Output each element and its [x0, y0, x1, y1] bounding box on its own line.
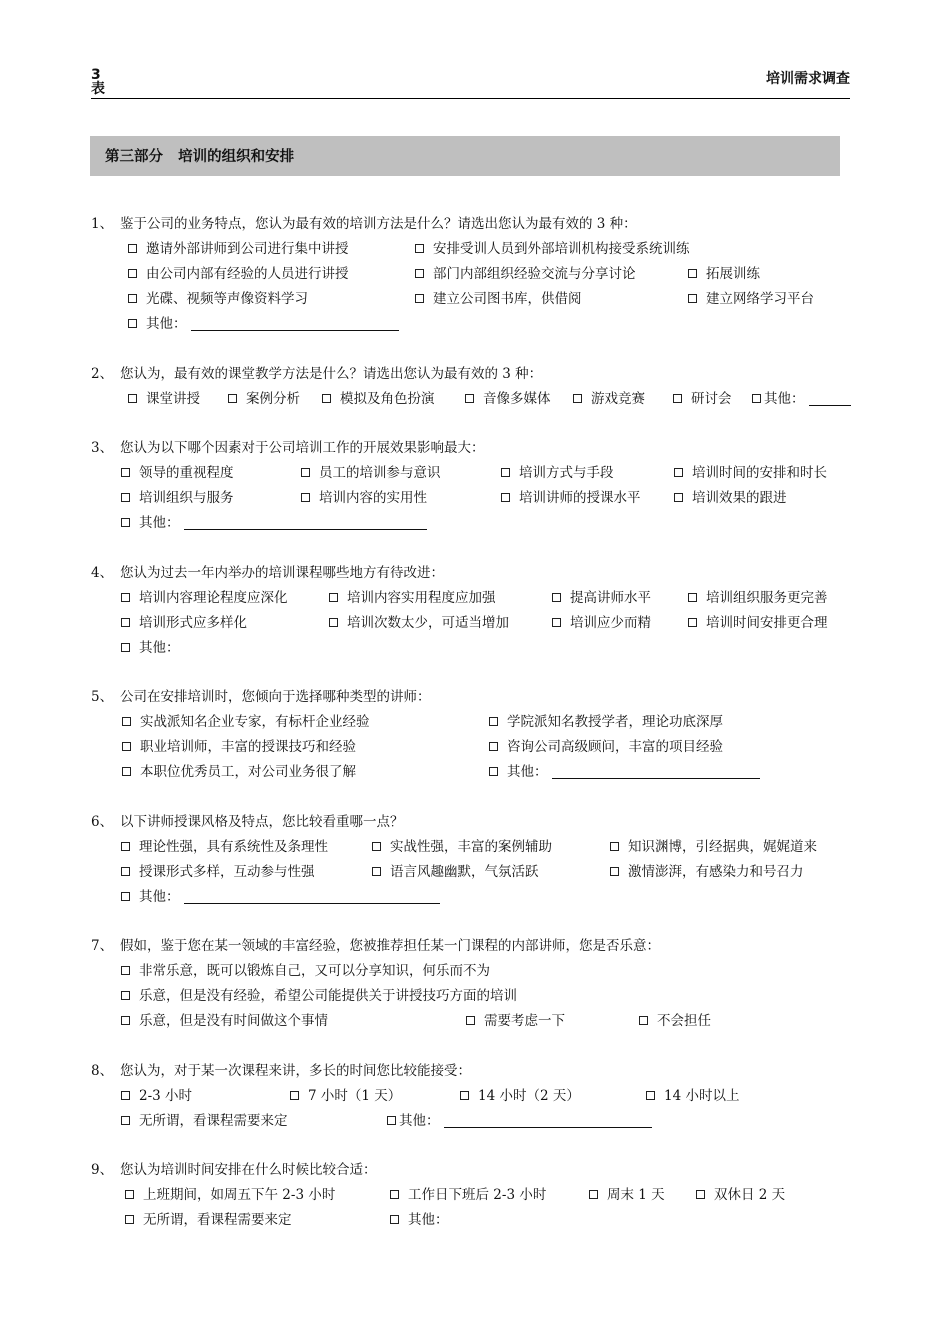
option[interactable]: 语言风趣幽默，气氛活跃: [372, 864, 539, 880]
checkbox[interactable]: [696, 1190, 705, 1199]
checkbox[interactable]: [121, 518, 130, 527]
option[interactable]: 音像多媒体: [465, 391, 551, 407]
checkbox[interactable]: [552, 618, 561, 627]
question-number: 9、: [91, 1162, 114, 1178]
checkbox[interactable]: [372, 842, 381, 851]
option[interactable]: 2-3 小时: [121, 1088, 192, 1104]
option[interactable]: 实战派知名企业专家，有标杆企业经验: [122, 714, 370, 730]
option[interactable]: 无所谓，看课程需要来定: [125, 1212, 292, 1228]
checkbox[interactable]: [752, 394, 761, 403]
option[interactable]: 课堂讲授: [128, 391, 200, 407]
question-number: 5、: [91, 689, 114, 705]
checkbox[interactable]: [589, 1190, 598, 1199]
question-number: 4、: [91, 565, 114, 581]
checkbox[interactable]: [128, 294, 137, 303]
blank-line[interactable]: [191, 318, 399, 331]
question-number: 1、: [91, 216, 114, 232]
checkbox[interactable]: [639, 1016, 648, 1025]
question-number: 2、: [91, 366, 114, 382]
checkbox[interactable]: [121, 892, 130, 901]
checkbox[interactable]: [121, 867, 130, 876]
checkbox[interactable]: [465, 394, 474, 403]
question-text: 您认为，对于某一次课程来讲，多长的时间您比较能接受：: [120, 1063, 471, 1079]
option[interactable]: 激情澎湃，有感染力和号召力: [610, 864, 804, 880]
checkbox[interactable]: [415, 294, 424, 303]
checkbox[interactable]: [122, 717, 131, 726]
option[interactable]: 培训内容理论程度应深化: [121, 590, 288, 606]
option-other[interactable]: 其他：: [390, 1212, 449, 1228]
option[interactable]: 建立网络学习平台: [688, 291, 814, 307]
checkbox[interactable]: [387, 1116, 396, 1125]
question-number: 3、: [91, 440, 114, 456]
checkbox[interactable]: [122, 742, 131, 751]
option[interactable]: 工作日下班后 2-3 小时: [390, 1187, 546, 1203]
doc-title: 培训需求调查: [766, 71, 850, 87]
option[interactable]: 乐意，但是没有时间做这个事情: [121, 1013, 328, 1029]
option[interactable]: 由公司内部有经验的人员进行讲授: [128, 266, 349, 282]
checkbox[interactable]: [673, 394, 682, 403]
option[interactable]: 14 小时以上: [646, 1088, 739, 1104]
option[interactable]: 需要考虑一下: [466, 1013, 565, 1029]
checkbox[interactable]: [228, 394, 237, 403]
option[interactable]: 职业培训师，丰富的授课技巧和经验: [122, 739, 356, 755]
option-other[interactable]: 其他：: [128, 316, 399, 332]
checkbox[interactable]: [501, 493, 510, 502]
option[interactable]: 双休日 2 天: [696, 1187, 785, 1203]
option[interactable]: 培训次数太少，可适当增加: [329, 615, 509, 631]
option[interactable]: 咨询公司高级顾问，丰富的项目经验: [489, 739, 723, 755]
checkbox[interactable]: [489, 742, 498, 751]
blank-line[interactable]: [444, 1115, 652, 1128]
checkbox[interactable]: [646, 1091, 655, 1100]
option[interactable]: 培训效果的跟进: [674, 490, 787, 506]
blank-line[interactable]: [184, 891, 440, 904]
section-header: [90, 136, 840, 176]
question-text: 您认为，最有效的课堂教学方法是什么？请选出您认为最有效的 3 种：: [120, 366, 543, 382]
checkbox[interactable]: [674, 493, 683, 502]
option[interactable]: 研讨会: [673, 391, 732, 407]
question-number: 6、: [91, 814, 114, 830]
option[interactable]: 理论性强，具有系统性及条理性: [121, 839, 328, 855]
option[interactable]: 实战性强，丰富的案例辅助: [372, 839, 552, 855]
checkbox[interactable]: [121, 1116, 130, 1125]
checkbox[interactable]: [460, 1091, 469, 1100]
blank-line[interactable]: [809, 393, 851, 406]
option-other[interactable]: 其他：: [121, 515, 427, 531]
question-text: 您认为培训时间安排在什么时候比较合适：: [120, 1162, 377, 1178]
option[interactable]: 14 小时（2 天）: [460, 1088, 580, 1104]
checkbox[interactable]: [573, 394, 582, 403]
blank-line[interactable]: [552, 766, 760, 779]
checkbox[interactable]: [372, 867, 381, 876]
question-text: 以下讲师授课风格及特点，您比较看重哪一点？: [120, 814, 404, 830]
checkbox[interactable]: [688, 269, 697, 278]
option[interactable]: 知识渊博，引经据典，娓娓道来: [610, 839, 817, 855]
checkbox[interactable]: [322, 394, 331, 403]
option[interactable]: 无所谓，看课程需要来定: [121, 1113, 288, 1129]
option-other[interactable]: 其他：: [387, 1113, 652, 1129]
checkbox[interactable]: [301, 468, 310, 477]
option[interactable]: 培训形式应多样化: [121, 615, 247, 631]
option[interactable]: 培训内容的实用性: [301, 490, 427, 506]
option[interactable]: 不会担任: [639, 1013, 711, 1029]
checkbox[interactable]: [329, 618, 338, 627]
checkbox[interactable]: [122, 767, 131, 776]
checkbox[interactable]: [501, 468, 510, 477]
option-other[interactable]: 其他：: [121, 889, 440, 905]
option[interactable]: 周末 1 天: [589, 1187, 665, 1203]
question-text: 您认为以下哪个因素对于公司培训工作的开展效果影响最大：: [120, 440, 485, 456]
option-other[interactable]: 其他：: [489, 764, 760, 780]
checkbox[interactable]: [121, 1091, 130, 1100]
option[interactable]: 邀请外部讲师到公司进行集中讲授: [128, 241, 349, 257]
question-text: 您认为过去一年内举办的培训课程哪些地方有待改进：: [120, 565, 444, 581]
checkbox[interactable]: [121, 493, 130, 502]
checkbox[interactable]: [390, 1190, 399, 1199]
checkbox[interactable]: [121, 618, 130, 627]
checkbox[interactable]: [128, 394, 137, 403]
checkbox[interactable]: [489, 767, 498, 776]
option[interactable]: 安排受训人员到外部培训机构接受系统训练: [415, 241, 690, 257]
checkbox[interactable]: [390, 1215, 399, 1224]
checkbox[interactable]: [674, 468, 683, 477]
blank-line[interactable]: [184, 517, 427, 530]
page-number-digit: 3: [91, 67, 101, 83]
option[interactable]: 培训时间安排更合理: [688, 615, 828, 631]
checkbox[interactable]: [121, 593, 130, 602]
checkbox[interactable]: [466, 1016, 475, 1025]
question-text: 公司在安排培训时，您倾向于选择哪种类型的讲师：: [120, 689, 431, 705]
option[interactable]: 非常乐意，既可以锻炼自己，又可以分享知识，何乐而不为: [121, 963, 490, 979]
checkbox[interactable]: [688, 294, 697, 303]
option-other[interactable]: 其他：: [121, 640, 180, 656]
option[interactable]: 7 小时（1 天）: [290, 1088, 401, 1104]
checkbox[interactable]: [610, 867, 619, 876]
header-rule: [91, 98, 850, 99]
option[interactable]: 部门内部组织经验交流与分享讨论: [415, 266, 636, 282]
option[interactable]: 案例分析: [228, 391, 300, 407]
option[interactable]: 培训组织服务更完善: [688, 590, 828, 606]
checkbox[interactable]: [290, 1091, 299, 1100]
option[interactable]: 模拟及角色扮演: [322, 391, 435, 407]
checkbox[interactable]: [688, 593, 697, 602]
option-other[interactable]: 其他：: [752, 391, 851, 407]
option[interactable]: 光碟、视频等声像资料学习: [128, 291, 308, 307]
question-number: 7、: [91, 938, 114, 954]
option[interactable]: 培训应少而精: [552, 615, 651, 631]
question-text: 假如，鉴于您在某一领域的丰富经验，您被推荐担任某一门课程的内部讲师，您是否乐意：: [120, 938, 660, 954]
page-number-suffix: 表: [91, 81, 105, 97]
option[interactable]: 领导的重视程度: [121, 465, 234, 481]
checkbox[interactable]: [610, 842, 619, 851]
checkbox[interactable]: [688, 618, 697, 627]
option[interactable]: 培训讲师的授课水平: [501, 490, 641, 506]
question-number: 8、: [91, 1063, 114, 1079]
checkbox[interactable]: [125, 1215, 134, 1224]
checkbox[interactable]: [128, 319, 137, 328]
checkbox[interactable]: [552, 593, 561, 602]
option[interactable]: 游戏竞赛: [573, 391, 645, 407]
checkbox[interactable]: [121, 468, 130, 477]
option[interactable]: 培训方式与手段: [501, 465, 614, 481]
checkbox[interactable]: [121, 966, 130, 975]
checkbox[interactable]: [128, 269, 137, 278]
section-title: 第三部分 培训的组织和安排: [105, 149, 295, 165]
option[interactable]: 培训时间的安排和时长: [674, 465, 827, 481]
option[interactable]: 培训内容实用程度应加强: [329, 590, 496, 606]
option[interactable]: 本职位优秀员工，对公司业务很了解: [122, 764, 356, 780]
checkbox[interactable]: [121, 643, 130, 652]
option[interactable]: 授课形式多样，互动参与性强: [121, 864, 315, 880]
checkbox[interactable]: [415, 244, 424, 253]
checkbox[interactable]: [125, 1190, 134, 1199]
checkbox[interactable]: [415, 269, 424, 278]
option[interactable]: 上班期间，如周五下午 2-3 小时: [125, 1187, 335, 1203]
checkbox[interactable]: [489, 717, 498, 726]
checkbox[interactable]: [121, 842, 130, 851]
checkbox[interactable]: [329, 593, 338, 602]
option[interactable]: 员工的培训参与意识: [301, 465, 441, 481]
option[interactable]: 拓展训练: [688, 266, 760, 282]
question-text: 鉴于公司的业务特点，您认为最有效的培训方法是什么？请选出您认为最有效的 3 种：: [120, 216, 637, 232]
page-number: [91, 68, 105, 96]
checkbox[interactable]: [121, 1016, 130, 1025]
option[interactable]: 提高讲师水平: [552, 590, 651, 606]
option[interactable]: 建立公司图书库，供借阅: [415, 291, 582, 307]
checkbox[interactable]: [121, 991, 130, 1000]
checkbox[interactable]: [128, 244, 137, 253]
option[interactable]: 乐意，但是没有经验，希望公司能提供关于讲授技巧方面的培训: [121, 988, 517, 1004]
option[interactable]: 学院派知名教授学者，理论功底深厚: [489, 714, 723, 730]
checkbox[interactable]: [301, 493, 310, 502]
option[interactable]: 培训组织与服务: [121, 490, 234, 506]
